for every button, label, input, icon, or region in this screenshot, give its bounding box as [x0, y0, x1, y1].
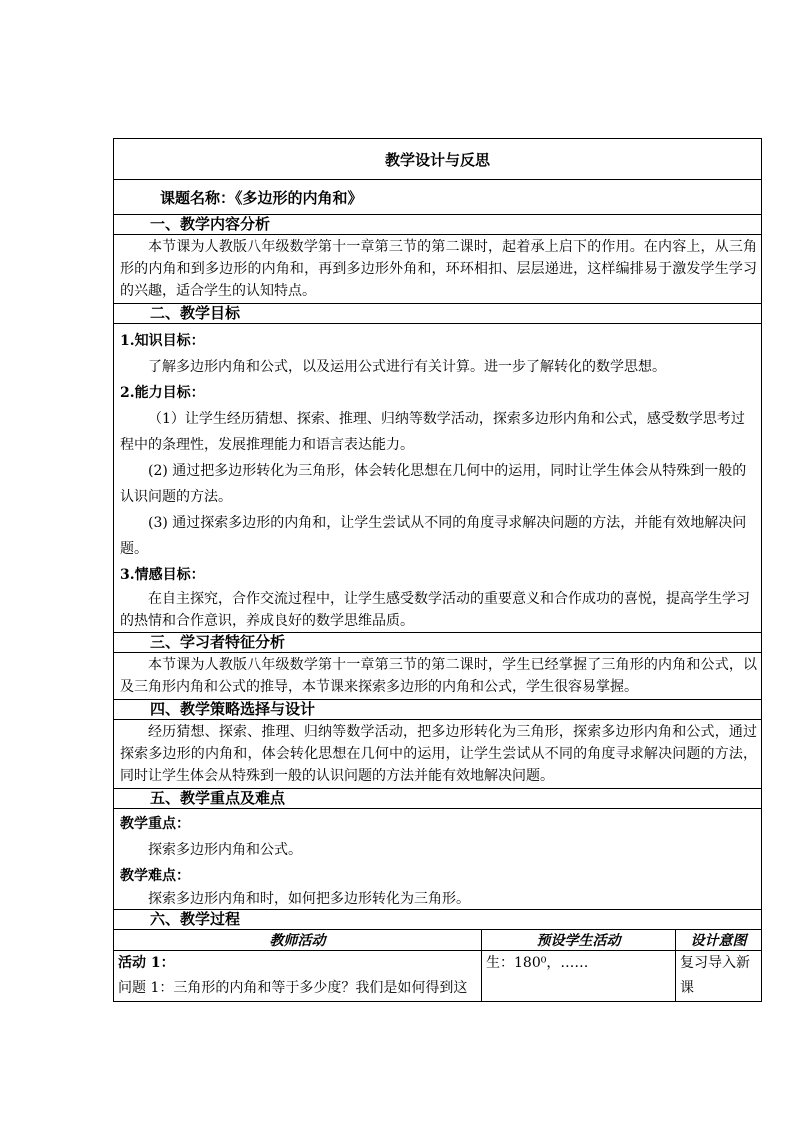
student-activity-cell [482, 951, 676, 1002]
course-name: 课题名称：《多边形的内角和》 [114, 180, 762, 215]
focus-label: 教学重点： [120, 816, 190, 832]
design-intent: 复习导入新课 [680, 955, 750, 996]
ability-goal-1: （1）让学生经历猜想、探索、推理、归纳等数学活动，探索多边形内角和公式，感受数学思考过程中的条理性，发展推理能力和语言表达能力。 [120, 411, 745, 453]
document-page [113, 138, 761, 1002]
column-header-teacher: 教师活动 [114, 930, 482, 951]
focus-text: 探索多边形内角和公式。 [148, 842, 302, 858]
section-heading-objectives: 二、教学目标 [114, 304, 762, 324]
strategy-text: 经历猜想、探索、推理、归纳等数学活动，把多边形转化为三角形，探索多边形内角和公式，通过探索多边形的内角和，体会转化思想在几何中的运用，让学生尝试从不同的角度寻求解决问题的方法，同时让学生体会从特殊到一般的认识问题的方法并能有效地解决问题。 [120, 724, 758, 784]
document-title: 教学设计与反思 [114, 139, 762, 180]
knowledge-goal-text: 了解多边形内角和公式，以及运用公式进行有关计算。进一步了解转化的数学思想。 [148, 359, 666, 375]
column-header-intent: 设计意图 [676, 930, 762, 951]
strategy-body [114, 720, 762, 789]
activity-label: 活动 1： [118, 955, 175, 971]
ability-goal-2: (2) 通过把多边形转化为三角形，体会转化思想在几何中的运用，同时让学生体会从特殊到一般的认识问题的方法。 [120, 463, 747, 505]
objectives-body [114, 324, 762, 633]
learner-analysis-body [114, 653, 762, 700]
section-heading-key-points: 五、教学重点及难点 [114, 789, 762, 809]
section-heading-content-analysis: 一、教学内容分析 [114, 215, 762, 235]
teacher-activity-cell [114, 951, 482, 1002]
difficulty-label: 教学难点： [120, 868, 190, 884]
emotion-goal-label: 3.情感目标： [120, 567, 205, 583]
activity-question: 问题 1：三角形的内角和等于多少度？我们是如何得到这 [118, 980, 468, 996]
key-points-body [114, 809, 762, 910]
student-response: 生：180⁰，…… [486, 955, 589, 971]
section-heading-strategy: 四、教学策略选择与设计 [114, 700, 762, 720]
design-intent-cell [676, 951, 762, 1002]
difficulty-text: 探索多边形内角和时，如何把多边形转化为三角形。 [148, 891, 470, 907]
column-header-student: 预设学生活动 [482, 930, 676, 951]
content-analysis-body [114, 235, 762, 304]
knowledge-goal-label: 1.知识目标： [120, 333, 205, 349]
teaching-design-table [113, 138, 762, 1002]
section-heading-learner-analysis: 三、学习者特征分析 [114, 633, 762, 653]
emotion-goal-text: 在自主探究，合作交流过程中，让学生感受数学活动的重要意义和合作成功的喜悦，提高学生学习的热情和合作意识，养成良好的数学思维品质。 [120, 591, 750, 629]
learner-analysis-text: 本节课为人教版八年级数学第十一章第三节的第二课时，学生已经掌握了三角形的内角和公式，以及三角形内角和公式的推导，本节课来探索多边形的内角和公式，学生很容易掌握。 [120, 657, 758, 695]
ability-goal-3: (3) 通过探索多边形的内角和，让学生尝试从不同的角度寻求解决问题的方法，并能有效地解决问题。 [120, 515, 747, 557]
ability-goal-label: 2.能力目标： [120, 385, 205, 401]
section-heading-process: 六、教学过程 [114, 910, 762, 930]
content-analysis-text: 本节课为人教版八年级数学第十一章第三节的第二课时，起着承上启下的作用。在内容上，从三角形的内角和到多边形的内角和，再到多边形外角和，环环相扣、层层递进，这样编排易于激发学生学习的兴趣，适合学生的认知特点。 [120, 239, 758, 299]
